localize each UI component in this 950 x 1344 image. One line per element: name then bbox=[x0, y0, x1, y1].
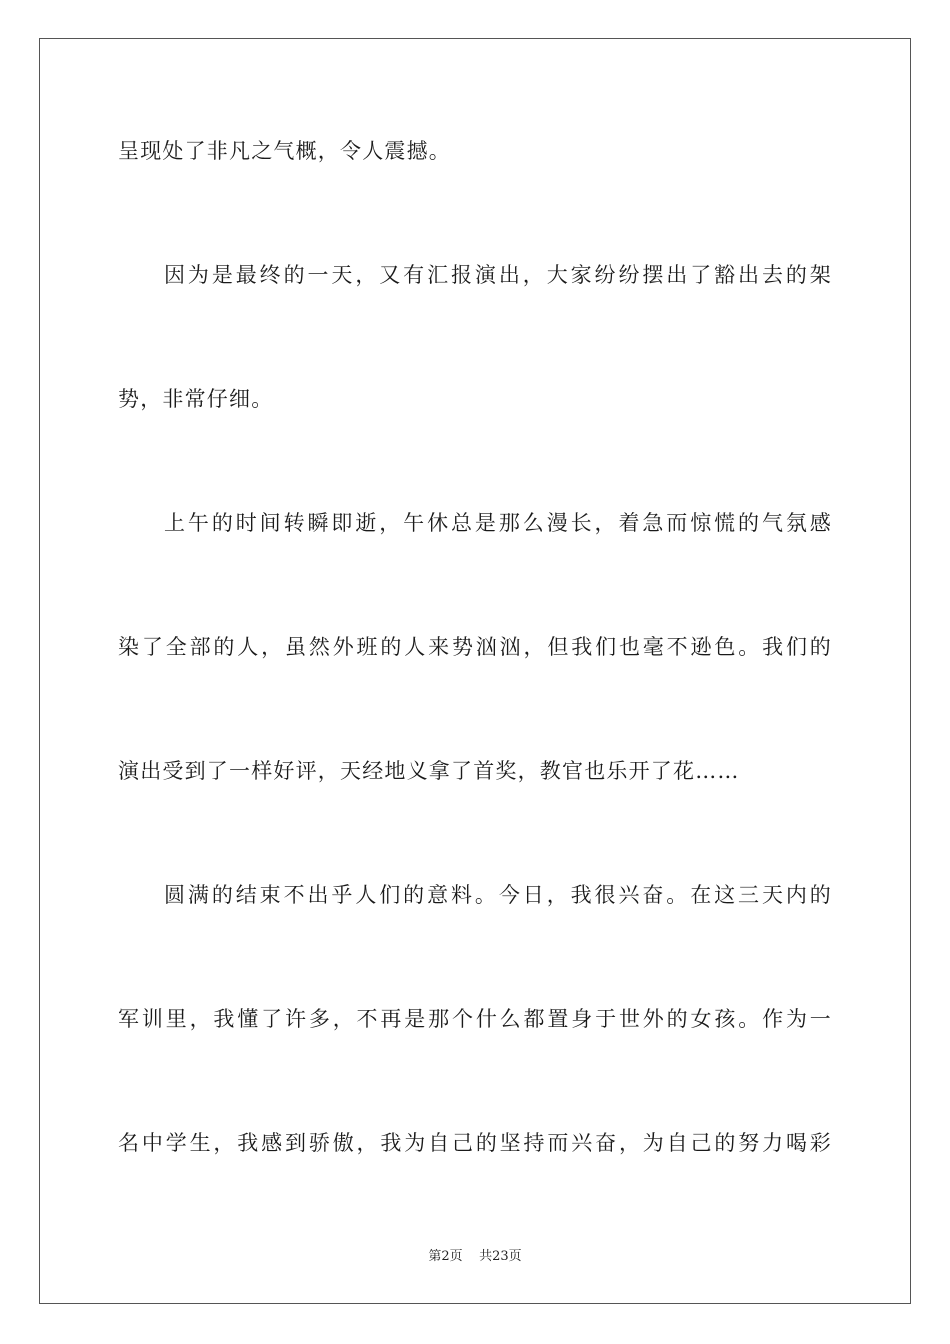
text-line-4: 上午的时间转瞬即逝，午休总是那么漫长，着急而惊慌的气氛感 bbox=[164, 511, 832, 535]
text-line-3: 势，非常仔细。 bbox=[118, 387, 274, 411]
text-line-1: 呈现处了非凡之气概，令人震撼。 bbox=[118, 139, 451, 163]
text-line-7: 圆满的结束不出乎人们的意料。今日，我很兴奋。在这三天内的 bbox=[164, 883, 832, 907]
text-line-2: 因为是最终的一天，又有汇报演出，大家纷纷摆出了豁出去的架 bbox=[164, 263, 832, 287]
text-line-9: 名中学生，我感到骄傲，我为自己的坚持而兴奋，为自己的努力喝彩 bbox=[118, 1131, 832, 1155]
text-line-6: 演出受到了一样好评，天经地义拿了首奖，教官也乐开了花…… bbox=[118, 759, 740, 783]
page-total: 共23页 bbox=[479, 1249, 522, 1264]
text-line-8: 军训里，我懂了许多，不再是那个什么都置身于世外的女孩。作为一 bbox=[118, 1007, 832, 1031]
page-number: 第2页 bbox=[428, 1249, 463, 1264]
text-line-5: 染了全部的人，虽然外班的人来势汹汹，但我们也毫不逊色。我们的 bbox=[118, 635, 832, 659]
page-footer bbox=[0, 1248, 950, 1266]
page-border bbox=[39, 38, 911, 1304]
